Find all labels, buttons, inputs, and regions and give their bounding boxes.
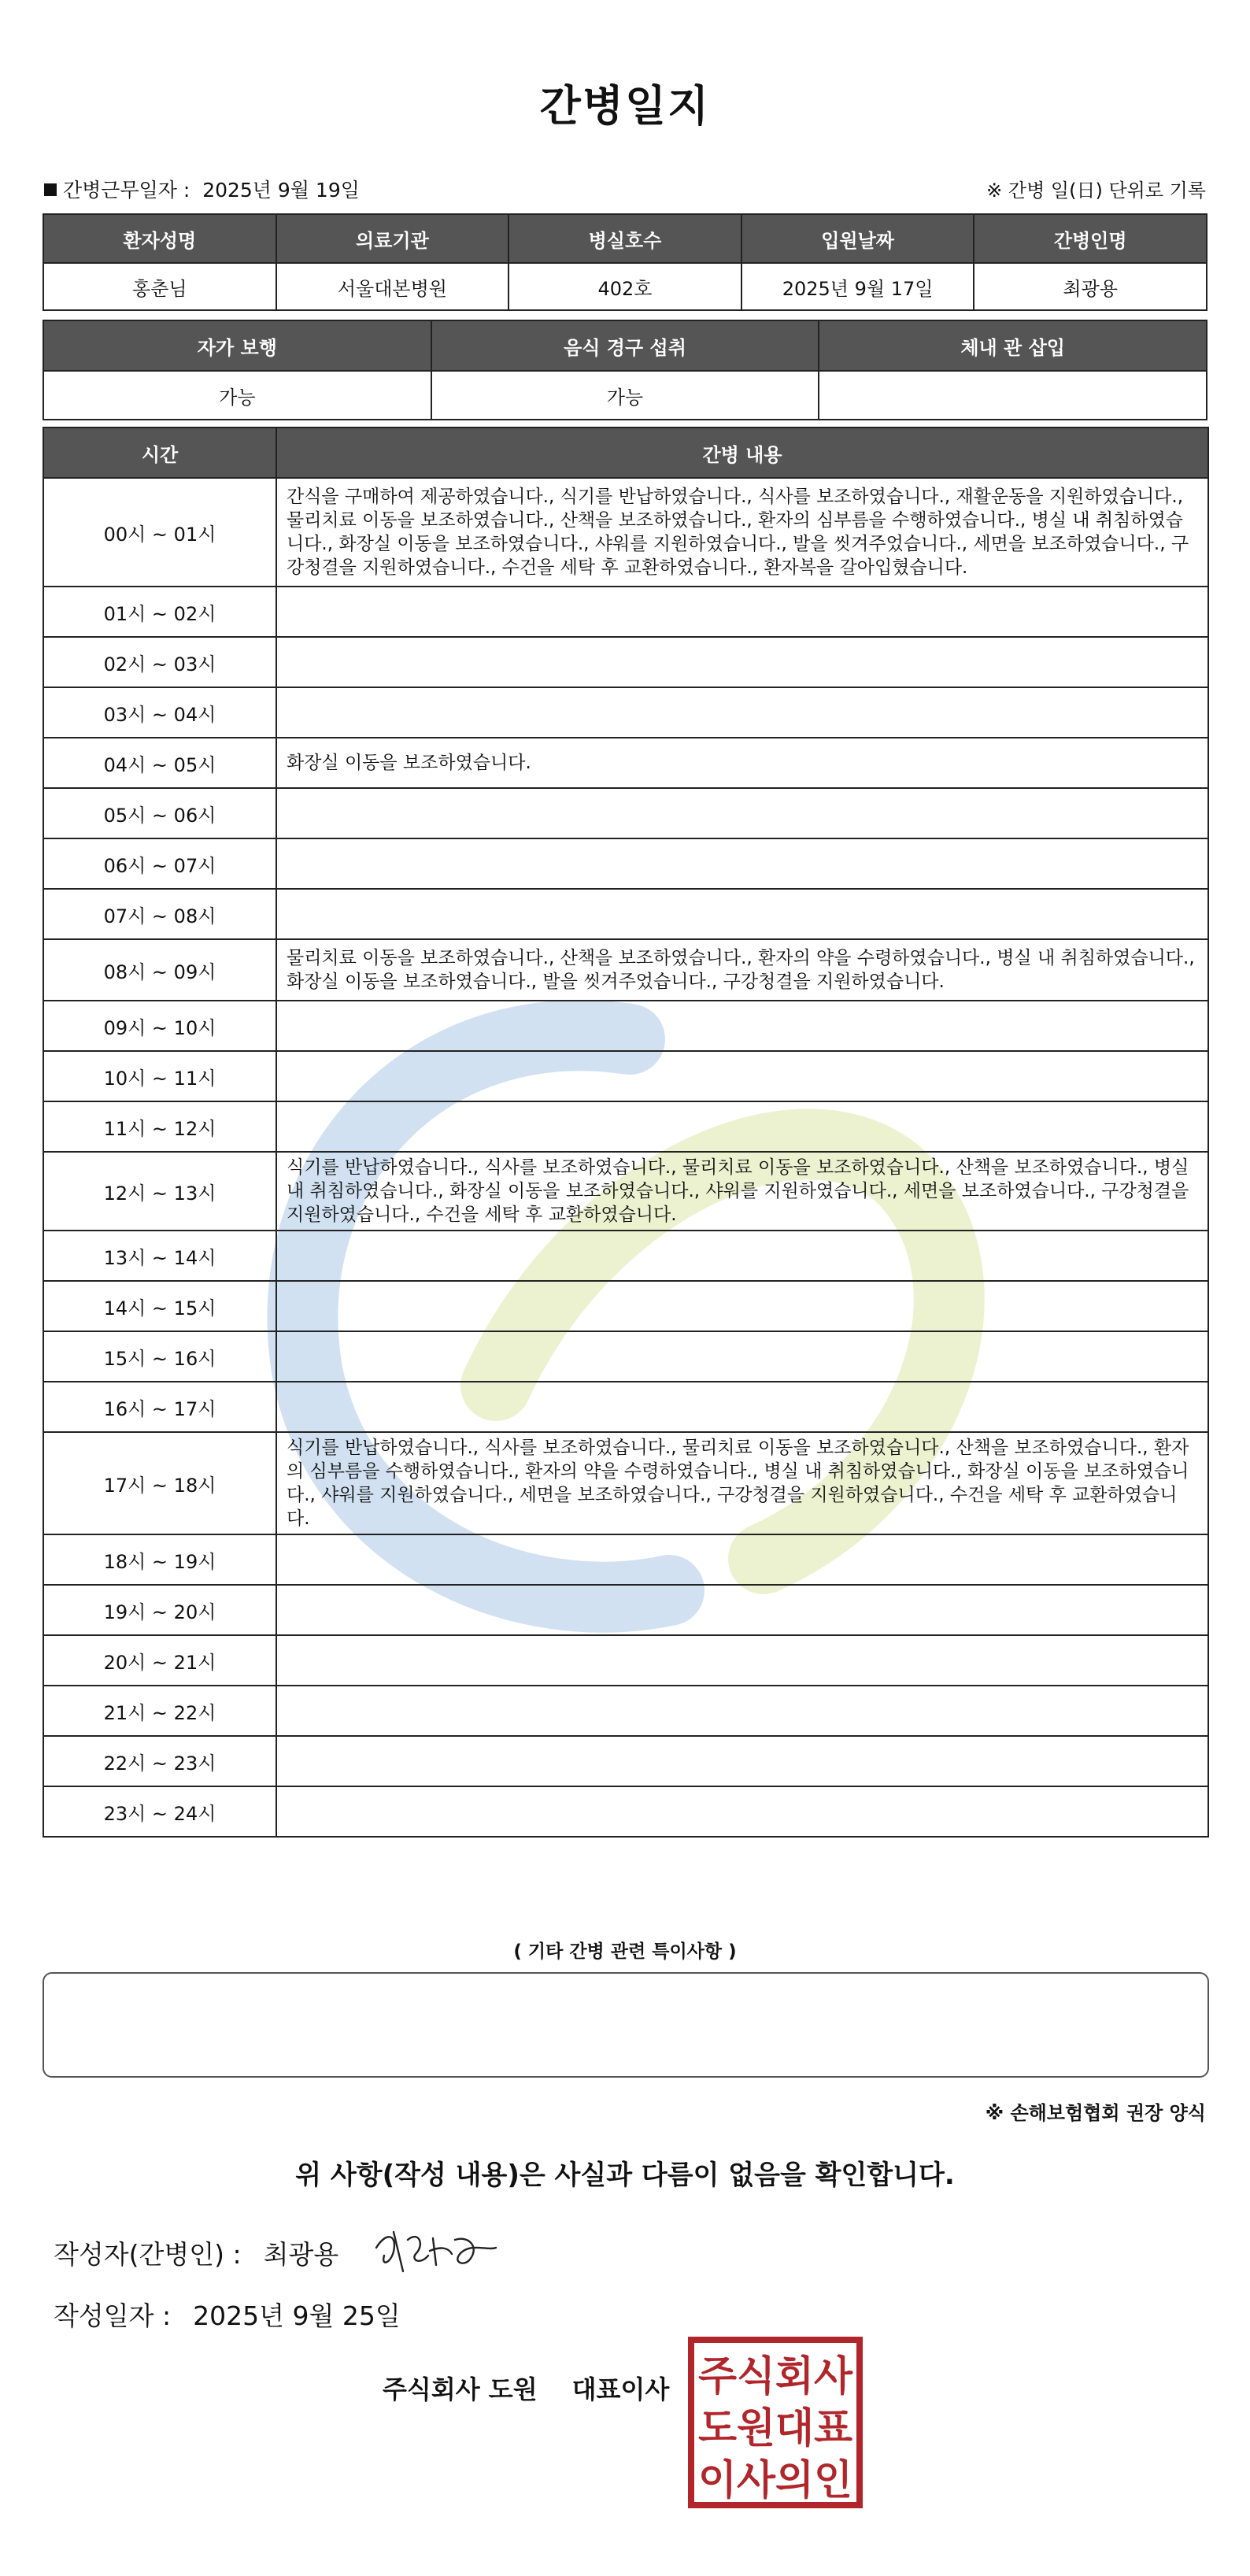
log-time: 16시 ~ 17시 bbox=[43, 1382, 276, 1432]
log-time: 20시 ~ 21시 bbox=[43, 1635, 276, 1686]
work-date-value: 2025년 9월 19일 bbox=[202, 179, 360, 202]
company-name: 주식회사 도원 bbox=[383, 2374, 538, 2404]
room-number: 402호 bbox=[509, 263, 741, 310]
log-time: 15시 ~ 16시 bbox=[43, 1331, 276, 1382]
log-row bbox=[43, 939, 1208, 1001]
log-header-row bbox=[43, 427, 1208, 478]
patient-value-row bbox=[43, 263, 1207, 310]
log-row bbox=[43, 478, 1208, 587]
notes-box bbox=[43, 1972, 1209, 2078]
writer-name: 최광용 bbox=[263, 2239, 339, 2270]
log-content bbox=[276, 587, 1208, 637]
log-content: 식기를 반납하였습니다., 식사를 보조하였습니다., 물리치료 이동을 보조하였습니다., 산책을 보조하였습니다., 병실 내 취침하였습니다., 화장실 이동을 보조하였습니다., 샤워를 지원하였습니다., 세면을 보조하였습니다., 구강청결을 지원하였습니다., 수건을 세탁 후 교환하였습니다. bbox=[276, 1152, 1208, 1231]
log-time: 06시 ~ 07시 bbox=[43, 838, 276, 889]
work-date-label: 간병근무일자 : bbox=[63, 179, 190, 202]
log-row bbox=[43, 1432, 1208, 1534]
walking-value: 가능 bbox=[43, 371, 431, 420]
log-row bbox=[43, 687, 1208, 738]
log-content: 간식을 구매하여 제공하였습니다., 식기를 반납하였습니다., 식사를 보조하였습니다., 재활운동을 지원하였습니다., 물리치료 이동을 보조하였습니다., 산책을 보조하였습니다., 환자의 심부름을 수행하였습니다., 병실 내 취침하였습니다., 화장실 이동을 보조하였습니다., 샤워를 지원하였습니다., 발을 씻겨주었습니다., 세면을 보조하였습니다., 구강청결을 지원하였습니다., 수건을 세탁 후 교환하였습니다., 환자복을 갈아입혔습니다. bbox=[276, 478, 1208, 587]
patient-status-table bbox=[43, 320, 1207, 420]
log-row bbox=[43, 738, 1208, 788]
log-content bbox=[276, 1101, 1208, 1152]
header-room: 병실호수 bbox=[509, 214, 741, 263]
log-content: 물리치료 이동을 보조하였습니다., 산책을 보조하였습니다., 환자의 약을 수령하였습니다., 병실 내 취침하였습니다., 화장실 이동을 보조하였습니다., 발을 씻겨주었습니다., 구강청결을 지원하였습니다. bbox=[276, 939, 1208, 1001]
log-time: 17시 ~ 18시 bbox=[43, 1432, 276, 1534]
log-row bbox=[43, 1231, 1208, 1281]
log-time: 07시 ~ 08시 bbox=[43, 889, 276, 939]
log-content bbox=[276, 1382, 1208, 1432]
header-oral-intake: 음식 경구 섭취 bbox=[431, 320, 819, 371]
writer-line bbox=[54, 2234, 338, 2271]
log-row bbox=[43, 788, 1208, 838]
header-admission-date: 입원날짜 bbox=[741, 214, 974, 263]
log-time: 10시 ~ 11시 bbox=[43, 1051, 276, 1101]
tube-value bbox=[819, 371, 1207, 420]
log-row bbox=[43, 1534, 1208, 1585]
seal-text-line: 도원대표 bbox=[698, 2405, 852, 2452]
log-time: 03시 ~ 04시 bbox=[43, 687, 276, 738]
header-patient-name: 환자성명 bbox=[43, 214, 276, 263]
status-value-row bbox=[43, 371, 1207, 420]
log-content bbox=[276, 637, 1208, 687]
log-row bbox=[43, 1281, 1208, 1331]
header-walking: 자가 보행 bbox=[43, 320, 431, 371]
log-row bbox=[43, 1101, 1208, 1152]
log-content bbox=[276, 1281, 1208, 1331]
log-row bbox=[43, 1382, 1208, 1432]
log-row bbox=[43, 1051, 1208, 1101]
log-content bbox=[276, 1534, 1208, 1585]
log-content bbox=[276, 687, 1208, 738]
header-time: 시간 bbox=[43, 427, 276, 478]
seal-text-line: 이사의인 bbox=[698, 2457, 852, 2504]
log-time: 01시 ~ 02시 bbox=[43, 587, 276, 637]
log-time: 00시 ~ 01시 bbox=[43, 478, 276, 587]
patient-header-row bbox=[43, 214, 1207, 263]
log-content bbox=[276, 1736, 1208, 1786]
log-time: 21시 ~ 22시 bbox=[43, 1686, 276, 1736]
log-row bbox=[43, 1585, 1208, 1635]
log-time: 12시 ~ 13시 bbox=[43, 1152, 276, 1231]
log-content bbox=[276, 1686, 1208, 1736]
log-content: 화장실 이동을 보조하였습니다. bbox=[276, 738, 1208, 788]
log-row bbox=[43, 637, 1208, 687]
log-content bbox=[276, 1051, 1208, 1101]
status-header-row bbox=[43, 320, 1207, 371]
log-time: 08시 ~ 09시 bbox=[43, 939, 276, 1001]
log-row bbox=[43, 1635, 1208, 1686]
log-content: 식기를 반납하였습니다., 식사를 보조하였습니다., 물리치료 이동을 보조하였습니다., 산책을 보조하였습니다., 환자의 심부름을 수행하였습니다., 환자의 약을 수령하였습니다., 병실 내 취침하였습니다., 화장실 이동을 보조하였습니다., 샤워를 지원하였습니다., 세면을 보조하였습니다., 구강청결을 지원하였습니다., 수건을 세탁 후 교환하였습니다. bbox=[276, 1432, 1208, 1534]
log-row bbox=[43, 587, 1208, 637]
log-time: 02시 ~ 03시 bbox=[43, 637, 276, 687]
writer-label: 작성자(간병인) : bbox=[54, 2239, 242, 2270]
log-row bbox=[43, 1736, 1208, 1786]
work-date bbox=[44, 175, 360, 203]
log-time: 13시 ~ 14시 bbox=[43, 1231, 276, 1281]
patient-info-table bbox=[43, 213, 1207, 311]
log-row bbox=[43, 1001, 1208, 1051]
admission-date: 2025년 9월 17일 bbox=[741, 263, 974, 310]
recommend-note: ※ 손해보험협회 권장 양식 bbox=[985, 2102, 1206, 2124]
log-content bbox=[276, 1635, 1208, 1686]
log-time: 04시 ~ 05시 bbox=[43, 738, 276, 788]
company-rep-title: 대표이사 bbox=[571, 2374, 670, 2404]
log-row bbox=[43, 838, 1208, 889]
log-content bbox=[276, 788, 1208, 838]
log-time: 18시 ~ 19시 bbox=[43, 1534, 276, 1585]
company-seal-stamp bbox=[686, 2335, 864, 2510]
log-body bbox=[43, 478, 1208, 1837]
seal-text-line: 주식회사 bbox=[698, 2353, 853, 2400]
page-title: 간병일지 bbox=[539, 81, 711, 131]
header-hospital: 의료기관 bbox=[276, 214, 509, 263]
confirmation-statement: 위 사항(작성 내용)은 사실과 다름이 없음을 확인합니다. bbox=[295, 2160, 955, 2191]
write-date-line bbox=[54, 2296, 401, 2333]
write-date-label: 작성일자 : bbox=[54, 2300, 172, 2331]
log-content bbox=[276, 1001, 1208, 1051]
log-row bbox=[43, 1686, 1208, 1736]
header-care-content: 간병 내용 bbox=[276, 427, 1208, 478]
handwritten-signature bbox=[370, 2216, 504, 2287]
log-row bbox=[43, 1331, 1208, 1382]
care-log-table bbox=[43, 427, 1209, 1838]
log-content bbox=[276, 838, 1208, 889]
log-time: 11시 ~ 12시 bbox=[43, 1101, 276, 1152]
log-time: 22시 ~ 23시 bbox=[43, 1736, 276, 1786]
hospital-name: 서울대본병원 bbox=[276, 263, 509, 310]
unit-note: ※ 간병 일(日) 단위로 기록 bbox=[986, 180, 1206, 202]
log-content bbox=[276, 1786, 1208, 1837]
log-row bbox=[43, 889, 1208, 939]
header-caregiver: 간병인명 bbox=[974, 214, 1207, 263]
company-line bbox=[383, 2370, 669, 2406]
log-row bbox=[43, 1786, 1208, 1837]
oral-intake-value: 가능 bbox=[431, 371, 819, 420]
log-time: 05시 ~ 06시 bbox=[43, 788, 276, 838]
notes-label: ( 기타 간병 관련 특이사항 ) bbox=[513, 1941, 737, 1962]
log-content bbox=[276, 889, 1208, 939]
log-time: 23시 ~ 24시 bbox=[43, 1786, 276, 1837]
patient-name: 홍춘님 bbox=[43, 263, 276, 310]
log-time: 14시 ~ 15시 bbox=[43, 1281, 276, 1331]
write-date-value: 2025년 9월 25일 bbox=[193, 2300, 401, 2331]
log-content bbox=[276, 1585, 1208, 1635]
log-content bbox=[276, 1331, 1208, 1382]
log-content bbox=[276, 1231, 1208, 1281]
log-time: 09시 ~ 10시 bbox=[43, 1001, 276, 1051]
caregiver-name: 최광용 bbox=[974, 263, 1207, 310]
log-time: 19시 ~ 20시 bbox=[43, 1585, 276, 1635]
log-row bbox=[43, 1152, 1208, 1231]
bullet-square-icon bbox=[44, 183, 57, 196]
header-tube: 체내 관 삽입 bbox=[819, 320, 1207, 371]
